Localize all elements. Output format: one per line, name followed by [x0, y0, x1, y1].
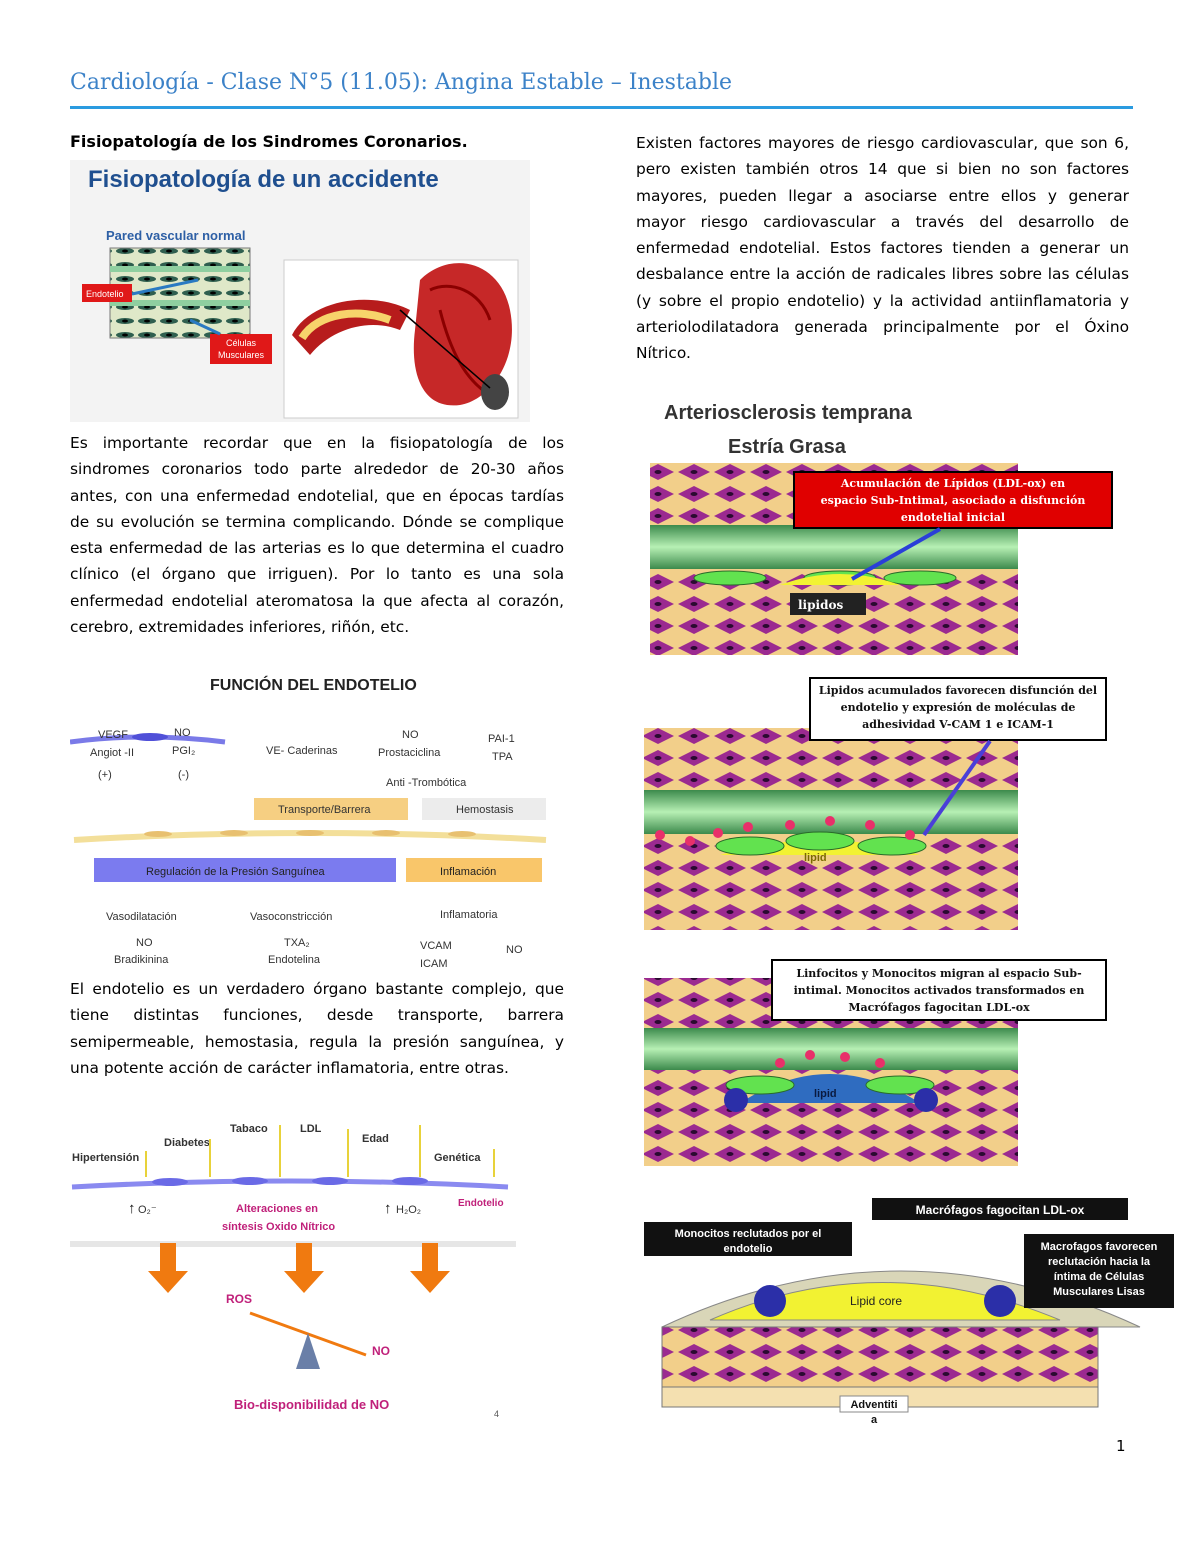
- factor-edad: Edad: [362, 1133, 389, 1145]
- left-paragraph-2: El endotelio es un verdadero órgano bastante complejo, que tiene distintas funciones, desde transporte, barrera semipermeable, hemostasia, regula la presión sanguínea, y una potente acción de carácter inflamatoria, entre otras.: [70, 980, 564, 1077]
- label-lipid-3: lipid: [814, 1088, 837, 1100]
- label-pgi2: PGI₂: [172, 745, 196, 757]
- label-txa2: TXA₂: [284, 937, 310, 949]
- label-plus: (+): [98, 769, 112, 781]
- panel-monocyte-migration: [644, 960, 1106, 1166]
- label-alteraciones-2: síntesis Oxido Nítrico: [222, 1221, 336, 1233]
- label-inflamatoria: Inflamatoria: [440, 909, 498, 921]
- factor-ldl: LDL: [300, 1123, 322, 1135]
- label-tpa: TPA: [492, 751, 513, 763]
- label-vasoconstriccion: Vasoconstricción: [250, 911, 333, 923]
- left-para2-wrap: [70, 976, 564, 1081]
- figure1-subtitle: Pared vascular normal: [106, 228, 246, 243]
- figure-biodisponibilidad-no: [70, 1115, 530, 1425]
- label-no: NO: [372, 1344, 390, 1358]
- factor-diabetes: Diabetes: [164, 1137, 210, 1149]
- label-ros: ROS: [226, 1292, 253, 1306]
- slide-number: 4: [494, 1409, 500, 1419]
- label-anti-trombotica: Anti -Trombótica: [386, 777, 467, 789]
- label-o2: O₂⁻: [138, 1204, 157, 1216]
- header-rule: [70, 106, 1133, 109]
- callout-1-line-3: endotelial inicial: [900, 511, 1006, 524]
- label-lipidos: lipidos: [798, 598, 844, 612]
- figure4-subtitle: Estría Grasa: [728, 436, 846, 458]
- svg-text:↑: ↑: [128, 1200, 136, 1217]
- label-angiot: Angiot -II: [90, 747, 135, 759]
- right-para1-wrap: [636, 130, 1129, 367]
- label-vcam: VCAM: [420, 940, 452, 952]
- factor-tabaco: Tabaco: [230, 1123, 268, 1135]
- label-endotelio: Endotelio: [458, 1198, 504, 1209]
- callout-4-right-line-3: íntima de Células: [1053, 1271, 1145, 1283]
- callout-3-line-2: intimal. Monocitos activados transformados en: [793, 984, 1085, 997]
- label-vasodilatacion: Vasodilatación: [106, 911, 177, 923]
- figure4-title: Arteriosclerosis temprana: [664, 402, 912, 424]
- label-icam: ICAM: [420, 958, 448, 970]
- left-paragraph-1: Es importante recordar que en la fisiopatología de los sindromes coronarios todo parte alrededor de 20-30 años antes, con una enfermedad endotelial, que en épocas tardías de su evolución se termina complicando. Dónde se complique esta enfermedad de las arterias es lo que determina el cuadro clínico (el órgano que irriguen). Por lo tanto es una sola enfermedad endotelial ateromatosa la que afecta al corazón, cerebro, extremidades inferiores, riñón, etc.: [70, 434, 564, 637]
- callout-4-right-line-1: Macrofagos favorecen: [1040, 1241, 1158, 1253]
- callout-4-right-line-2: reclutación hacia la: [1047, 1256, 1151, 1268]
- label-pai-1: PAI-1: [488, 733, 515, 745]
- label-hemostasis: Hemostasis: [456, 804, 514, 816]
- label-adventitia-2: a: [870, 1414, 878, 1426]
- factor-genetica: Genética: [434, 1152, 481, 1164]
- label-no-1: NO: [174, 727, 191, 739]
- label-endotelio: Endotelio: [86, 289, 124, 299]
- label-prostaciclina: Prostaciclina: [378, 747, 441, 759]
- label-biodisponibilidad: Bio-disponibilidad de NO: [234, 1397, 390, 1412]
- svg-text:↑: ↑: [384, 1200, 392, 1217]
- label-no-4: NO: [506, 944, 523, 956]
- figure2-title: FUNCIÓN DEL ENDOTELIO: [210, 677, 417, 694]
- callout-2-line-2: endotelio y expresión de moléculas de: [840, 701, 1076, 714]
- callout-4-right-line-4: Musculares Lisas: [1053, 1286, 1145, 1298]
- label-no-3: NO: [136, 937, 153, 949]
- callout-3-line-3: Macrófagos fagocitan LDL-ox: [848, 1001, 1030, 1014]
- label-adventitia-1: Adventiti: [850, 1399, 898, 1411]
- label-h2o2: H₂O₂: [396, 1204, 422, 1216]
- figure-fisiopatologia-accidente: [70, 160, 530, 422]
- page-title: Cardiología - Clase N°5 (11.05): Angina Estable – Inestable: [70, 70, 732, 95]
- label-celulas: Células: [226, 338, 257, 348]
- figure-funcion-endotelio: [70, 670, 550, 972]
- factor-hipertension: Hipertensión: [72, 1152, 140, 1164]
- label-lipid-core: Lipid core: [850, 1294, 903, 1308]
- panel-lipid-accumulation: [650, 463, 1112, 655]
- label-regulacion: Regulación de la Presión Sanguínea: [146, 866, 325, 878]
- callout-4-left-line-2: endotelio: [723, 1243, 773, 1255]
- label-vegf: VEGF: [98, 729, 128, 741]
- left-para1-wrap: [70, 430, 564, 640]
- callout-2-line-3: adhesividad V-CAM 1 e ICAM-1: [862, 718, 1054, 731]
- panel-lipid-core: [644, 1198, 1174, 1426]
- left-section-title-wrap: [70, 132, 564, 151]
- right-paragraph-1: Existen factores mayores de riesgo cardiovascular, que son 6, pero existen también otros 14 que si bien no son factores mayores, pueden llegar a asociarse entre ellos y generar mayor riesgo cardiovascular a través del desarrollo de enfermedad endotelial. Estos factores tienden a generar un desbalance entre la acción de radicales libres sobre las células (y sobre el propio endotelio) y la actividad antiinflamatoria y arteriolodilatadora generada principalmente por el Óxino Nítrico.: [636, 134, 1129, 363]
- callout-1-line-2: espacio Sub-Intimal, asociado a disfunción: [820, 494, 1086, 507]
- label-endotelina: Endotelina: [268, 954, 320, 966]
- label-lipid-2: lipid: [804, 852, 827, 864]
- callout-3-line-1: Linfocitos y Monocitos migran al espacio Sub-: [796, 967, 1082, 980]
- section-title: Fisiopatología de los Sindromes Coronarios.: [70, 132, 468, 151]
- callout-4-left-line-1: Monocitos reclutados por el: [674, 1228, 822, 1240]
- page-number: 1: [1116, 1437, 1126, 1455]
- label-no-2: NO: [402, 729, 419, 741]
- label-bradikinina: Bradikinina: [114, 954, 169, 966]
- label-transporte: Transporte/Barrera: [278, 804, 371, 816]
- label-musculares: Musculares: [218, 350, 265, 360]
- orange-arrows: [148, 1243, 450, 1293]
- figure1-title: Fisiopatología de un accidente: [88, 166, 439, 193]
- panel-endothelial-dysfunction: [644, 678, 1106, 930]
- label-alteraciones-1: Alteraciones en: [236, 1203, 318, 1215]
- page-header: [70, 70, 1133, 95]
- callout-1-line-1: Acumulación de Lípidos (LDL-ox) en: [840, 477, 1066, 490]
- label-inflamacion: Inflamación: [440, 866, 497, 878]
- callout-2-line-1: Lipidos acumulados favorecen disfunción del: [818, 684, 1098, 697]
- callout-4-middle-text: Macrófagos fagocitan LDL-ox: [915, 1203, 1085, 1217]
- label-minus: (-): [178, 769, 189, 781]
- figure-arteriosclerosis-temprana: [640, 395, 1185, 1440]
- label-ve-caderinas: VE- Caderinas: [266, 745, 338, 757]
